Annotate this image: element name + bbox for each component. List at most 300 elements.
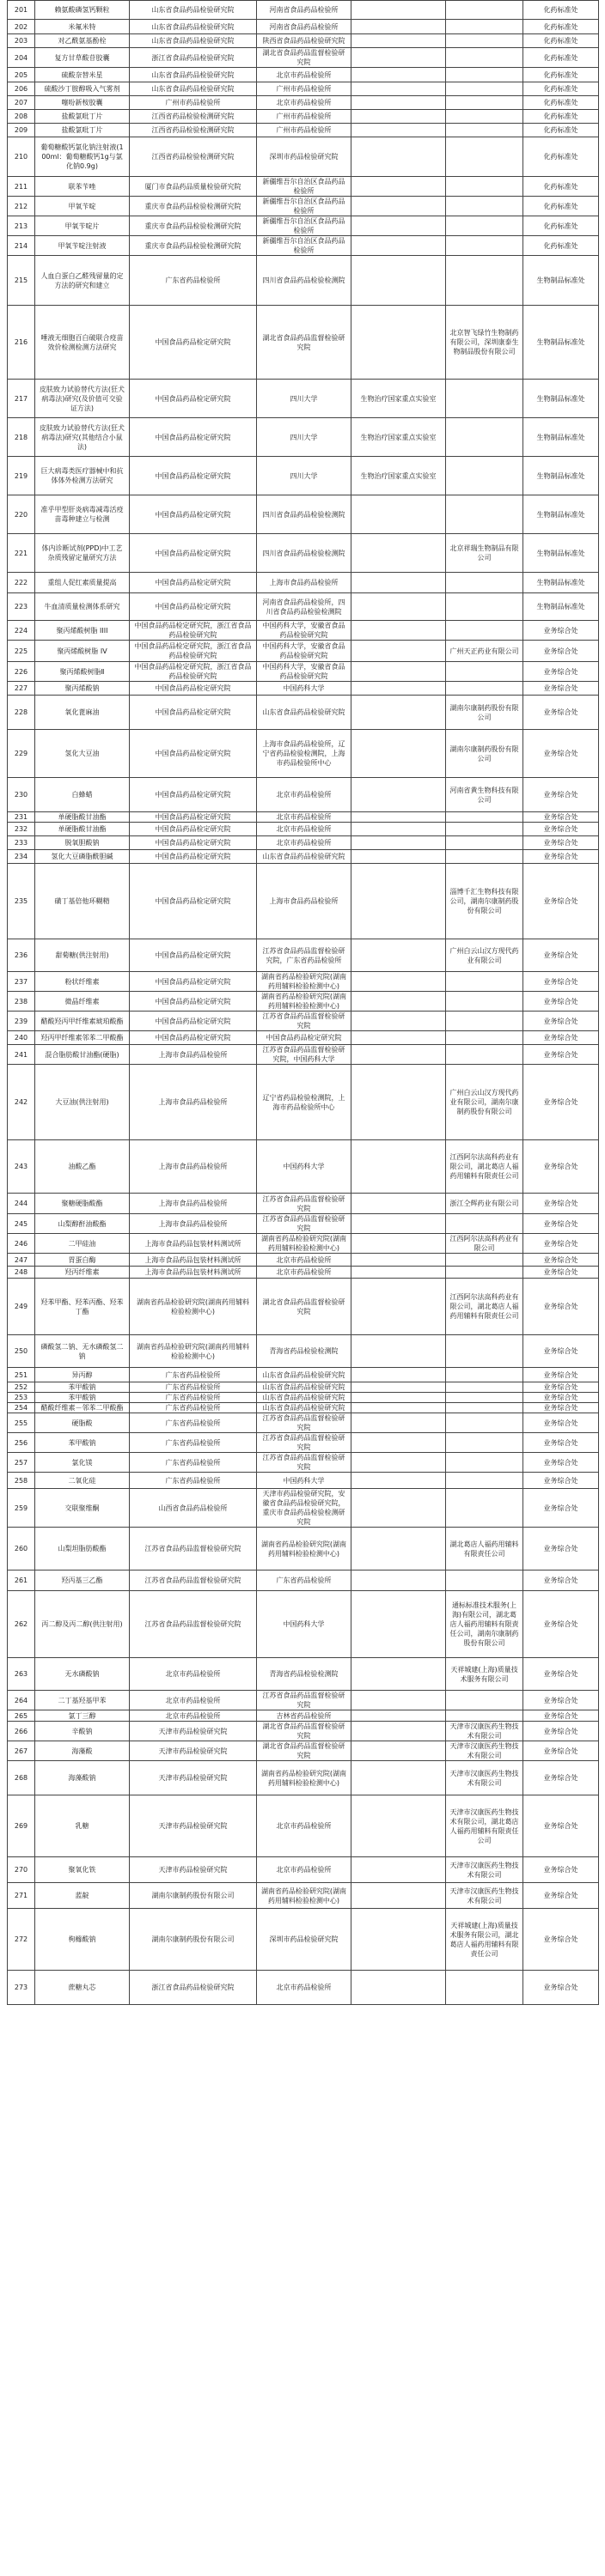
- partner-unit-2-cell: [351, 1065, 446, 1140]
- lead-unit-cell: 中国食品药品检定研究院: [130, 778, 257, 812]
- company-partner-cell: [446, 96, 523, 110]
- project-name-cell: 醋酸纤维素－邻苯二甲酸酯: [35, 1403, 130, 1413]
- company-partner-cell: [446, 256, 523, 306]
- project-name-cell: 单硬脂酸甘油酯: [35, 823, 130, 836]
- table-row: [8, 1722, 599, 1741]
- company-partner-cell: 淄博千汇生物科技有限公司，湖南尔康制药股份有限公司: [446, 864, 523, 939]
- table-row: [8, 236, 599, 256]
- project-name-cell: 盐酸氯吡丁片: [35, 124, 130, 137]
- partner-unit-1-cell: 北京市药品检验所: [257, 1267, 351, 1279]
- company-partner-cell: [446, 418, 523, 457]
- department-cell: 生物制品标准处: [523, 593, 599, 621]
- partner-unit-2-cell: [351, 68, 446, 82]
- department-cell: 业务综合处: [523, 662, 599, 682]
- department-cell: 化药标准处: [523, 68, 599, 82]
- company-partner-cell: [446, 380, 523, 418]
- table-row: [8, 939, 599, 972]
- table-row: [8, 1433, 599, 1453]
- department-cell: 业务综合处: [523, 1489, 599, 1528]
- lead-unit-cell: 湖南尔康制药股份有限公司: [130, 1883, 257, 1909]
- partner-unit-1-cell: 山东省食品药品检验研究院: [257, 1393, 351, 1403]
- partner-unit-2-cell: [351, 641, 446, 662]
- department-cell: 业务综合处: [523, 1368, 599, 1382]
- row-number-cell: 212: [8, 197, 35, 216]
- partner-unit-2-cell: [351, 1, 446, 20]
- partner-unit-2-cell: [351, 823, 446, 836]
- company-partner-cell: [446, 1403, 523, 1413]
- partner-unit-1-cell: 河南省食品药品检验所: [257, 1, 351, 20]
- row-number-cell: 202: [8, 20, 35, 34]
- partner-unit-1-cell: 湖南省药品检验研究院(湖南药用辅料检验检测中心): [257, 972, 351, 992]
- lead-unit-cell: 上海市食品药品检验所: [130, 1045, 257, 1065]
- project-name-cell: 人血白蛋白乙醛残留量的定方法的研究和建立: [35, 256, 130, 306]
- company-partner-cell: [446, 1335, 523, 1368]
- department-cell: 业务综合处: [523, 1140, 599, 1194]
- table-row: [8, 972, 599, 992]
- partner-unit-1-cell: 广州市药品检验所: [257, 82, 351, 96]
- lead-unit-cell: 中国食品药品检定研究院: [130, 696, 257, 730]
- company-partner-cell: [446, 1012, 523, 1031]
- table-row: [8, 1761, 599, 1795]
- company-partner-cell: [446, 1368, 523, 1382]
- table-row: [8, 573, 599, 593]
- partner-unit-1-cell: 江苏省食品药品监督检验研究院: [257, 1453, 351, 1473]
- company-partner-cell: [446, 1045, 523, 1065]
- row-number-cell: 215: [8, 256, 35, 306]
- company-partner-cell: 通标标准技术服务(上海)有限公司，湖北葛店人福药用辅料有限责任公司，湖南尔康制药股份有限公司: [446, 1591, 523, 1658]
- row-number-cell: 231: [8, 812, 35, 823]
- lead-unit-cell: 中国食品药品检定研究院: [130, 992, 257, 1012]
- table-row: [8, 1140, 599, 1194]
- project-name-cell: 二丁基羟基甲苯: [35, 1691, 130, 1710]
- partner-unit-2-cell: [351, 1031, 446, 1045]
- project-name-cell: 丙二醇及丙二醇(供注射用): [35, 1591, 130, 1658]
- lead-unit-cell: 上海市食品药品检验所: [130, 1140, 257, 1194]
- partner-unit-1-cell: 山东省食品药品检验研究院: [257, 1368, 351, 1382]
- lead-unit-cell: 江西省药品检验检测研究院: [130, 137, 257, 177]
- company-partner-cell: 北京祥瑞生物制品有限公司: [446, 534, 523, 573]
- row-number-cell: 263: [8, 1658, 35, 1691]
- project-name-cell: 白蜂蜡: [35, 778, 130, 812]
- company-partner-cell: [446, 1453, 523, 1473]
- partner-unit-2-cell: [351, 1140, 446, 1194]
- partner-unit-2-cell: [351, 1234, 446, 1254]
- row-number-cell: 247: [8, 1254, 35, 1267]
- company-partner-cell: [446, 1473, 523, 1489]
- department-cell: 化药标准处: [523, 82, 599, 96]
- partner-unit-2-cell: [351, 1795, 446, 1857]
- lead-unit-cell: 中国食品药品检定研究院: [130, 573, 257, 593]
- partner-unit-2-cell: [351, 662, 446, 682]
- department-cell: 业务综合处: [523, 992, 599, 1012]
- project-name-cell: 胃蛋白酶: [35, 1254, 130, 1267]
- table-row: [8, 177, 599, 197]
- project-name-cell: 聚丙烯酸树脂Ⅱ: [35, 662, 130, 682]
- table-row: [8, 1403, 599, 1413]
- project-name-cell: 二氧化硅: [35, 1473, 130, 1489]
- company-partner-cell: 湖南尔康制药股份有限公司: [446, 730, 523, 778]
- row-number-cell: 220: [8, 495, 35, 534]
- partner-unit-1-cell: 广州市药品检验所: [257, 110, 351, 124]
- partner-unit-1-cell: 北京市药品检验所: [257, 812, 351, 823]
- partner-unit-2-cell: 生物治疗国家重点实验室: [351, 457, 446, 495]
- company-partner-cell: 江西阿尔法高科药业有限公司，湖北葛店人福药用辅料有限责任公司: [446, 1279, 523, 1335]
- partner-unit-2-cell: [351, 1571, 446, 1591]
- lead-unit-cell: 天津市药品检验研究院: [130, 1741, 257, 1761]
- row-number-cell: 246: [8, 1234, 35, 1254]
- company-partner-cell: [446, 495, 523, 534]
- table-row: [8, 1710, 599, 1722]
- row-number-cell: 217: [8, 380, 35, 418]
- partner-unit-1-cell: 江苏省食品药品监督检验研究院: [257, 1214, 351, 1234]
- table-row: [8, 696, 599, 730]
- partner-unit-1-cell: 四川大学: [257, 380, 351, 418]
- project-name-cell: 辛酸钠: [35, 1722, 130, 1741]
- partner-unit-2-cell: [351, 812, 446, 823]
- partner-unit-2-cell: [351, 216, 446, 236]
- project-name-cell: 体内诊断试剂(PPD)中工艺杂质残留定量研究方法: [35, 534, 130, 573]
- project-name-cell: 醋酸羟丙甲纤维素琥珀酸酯: [35, 1012, 130, 1031]
- project-name-cell: 牛血清质量检测体系研究: [35, 593, 130, 621]
- lead-unit-cell: 中国食品药品检定研究院: [130, 534, 257, 573]
- partner-unit-1-cell: 中国药科大学，安徽省食品药品检验研究院: [257, 641, 351, 662]
- row-number-cell: 251: [8, 1368, 35, 1382]
- table-row: [8, 1031, 599, 1045]
- project-name-cell: 噻吩新桉胶囊: [35, 96, 130, 110]
- department-cell: 业务综合处: [523, 1214, 599, 1234]
- department-cell: 业务综合处: [523, 1528, 599, 1571]
- department-cell: 业务综合处: [523, 836, 599, 850]
- partner-unit-2-cell: [351, 1214, 446, 1234]
- partner-unit-2-cell: [351, 621, 446, 641]
- row-number-cell: 227: [8, 682, 35, 696]
- row-number-cell: 201: [8, 1, 35, 20]
- company-partner-cell: [446, 1, 523, 20]
- project-name-cell: 米氟米特: [35, 20, 130, 34]
- partner-unit-1-cell: 湖北省食品药品监督检验研究院: [257, 1741, 351, 1761]
- row-number-cell: 210: [8, 137, 35, 177]
- partner-unit-1-cell: 湖北省食品药品监督检验研究院: [257, 48, 351, 68]
- table-row: [8, 621, 599, 641]
- table-row: [8, 778, 599, 812]
- company-partner-cell: [446, 972, 523, 992]
- lead-unit-cell: 山东省食品药品检验研究院: [130, 20, 257, 34]
- lead-unit-cell: 江苏省食品药品监督检验研究院: [130, 1528, 257, 1571]
- department-cell: 业务综合处: [523, 1571, 599, 1591]
- partner-unit-1-cell: 江苏省食品药品监督检验研究院: [257, 1691, 351, 1710]
- row-number-cell: 218: [8, 418, 35, 457]
- department-cell: 生物制品标准处: [523, 495, 599, 534]
- lead-unit-cell: 江西省药品检验检测研究院: [130, 124, 257, 137]
- row-number-cell: 267: [8, 1741, 35, 1761]
- project-name-cell: 氢化大豆油: [35, 730, 130, 778]
- department-cell: 业务综合处: [523, 1012, 599, 1031]
- table-row: [8, 1857, 599, 1883]
- partner-unit-2-cell: [351, 1413, 446, 1433]
- department-cell: 业务综合处: [523, 1234, 599, 1254]
- row-number-cell: 273: [8, 1971, 35, 2005]
- table-row: [8, 812, 599, 823]
- row-number-cell: 253: [8, 1393, 35, 1403]
- partner-unit-1-cell: 中国药科大学: [257, 682, 351, 696]
- row-number-cell: 214: [8, 236, 35, 256]
- project-name-cell: 氧化蓖麻油: [35, 696, 130, 730]
- lead-unit-cell: 北京市药品检验所: [130, 1691, 257, 1710]
- row-number-cell: 242: [8, 1065, 35, 1140]
- department-cell: 生物制品标准处: [523, 573, 599, 593]
- company-partner-cell: 天祥城建(上海)质量技术服务有限公司: [446, 1658, 523, 1691]
- partner-unit-1-cell: 湖南省药品检验研究院(湖南药用辅料检验检测中心): [257, 1761, 351, 1795]
- company-partner-cell: 天津市汉康医药生物技术有限公司: [446, 1857, 523, 1883]
- lead-unit-cell: 上海市食品药品检验所: [130, 1214, 257, 1234]
- table-row: [8, 1571, 599, 1591]
- partner-unit-2-cell: [351, 1012, 446, 1031]
- row-number-cell: 208: [8, 110, 35, 124]
- row-number-cell: 225: [8, 641, 35, 662]
- department-cell: 化药标准处: [523, 34, 599, 48]
- table-row: [8, 992, 599, 1012]
- company-partner-cell: [446, 1254, 523, 1267]
- table-row: [8, 534, 599, 573]
- project-name-cell: 二甲硅油: [35, 1234, 130, 1254]
- row-number-cell: 236: [8, 939, 35, 972]
- lead-unit-cell: 中国食品药品检定研究院: [130, 495, 257, 534]
- lead-unit-cell: 中国食品药品检定研究院: [130, 730, 257, 778]
- company-partner-cell: [446, 137, 523, 177]
- project-name-cell: 巨大病毒类医疗器械中和抗体体外检测方法研究: [35, 457, 130, 495]
- row-number-cell: 226: [8, 662, 35, 682]
- partner-unit-1-cell: 湖南省药品检验研究院(湖南药用辅料检验检测中心): [257, 1528, 351, 1571]
- lead-unit-cell: 浙江省食品药品检验研究院: [130, 1971, 257, 2005]
- partner-unit-2-cell: [351, 1658, 446, 1691]
- row-number-cell: 230: [8, 778, 35, 812]
- project-name-cell: 硫酸奈替米星: [35, 68, 130, 82]
- project-name-cell: 对乙酰氨基酚栓: [35, 34, 130, 48]
- company-partner-cell: 天津市汉康医药生物技术有限公司: [446, 1761, 523, 1795]
- project-name-cell: 蓝靛: [35, 1883, 130, 1909]
- lead-unit-cell: 中国食品药品检定研究院: [130, 972, 257, 992]
- project-name-cell: 甲氧苄啶注射液: [35, 236, 130, 256]
- row-number-cell: 238: [8, 992, 35, 1012]
- partner-unit-1-cell: 青海省药品检验检测院: [257, 1658, 351, 1691]
- partner-unit-2-cell: [351, 495, 446, 534]
- table-row: [8, 1473, 599, 1489]
- table-row: [8, 1368, 599, 1382]
- lead-unit-cell: 山东省食品药品检验研究院: [130, 34, 257, 48]
- table-row: [8, 1741, 599, 1761]
- partner-unit-2-cell: [351, 1741, 446, 1761]
- department-cell: 业务综合处: [523, 1658, 599, 1691]
- row-number-cell: 244: [8, 1194, 35, 1214]
- project-name-cell: 聚丙烯酸树脂 IIII: [35, 621, 130, 641]
- table-row: [8, 1489, 599, 1528]
- partner-unit-2-cell: [351, 864, 446, 939]
- table-row: [8, 662, 599, 682]
- table-row: [8, 1658, 599, 1691]
- company-partner-cell: [446, 110, 523, 124]
- partner-unit-1-cell: 北京市药品检验所: [257, 836, 351, 850]
- company-partner-cell: [446, 20, 523, 34]
- department-cell: 生物制品标准处: [523, 256, 599, 306]
- row-number-cell: 206: [8, 82, 35, 96]
- lead-unit-cell: 广东省药品检验所: [130, 1433, 257, 1453]
- project-name-cell: 混合脂肪酸甘油酯(硬脂): [35, 1045, 130, 1065]
- lead-unit-cell: 上海市食品药品包装材料测试所: [130, 1267, 257, 1279]
- department-cell: 业务综合处: [523, 1761, 599, 1795]
- project-name-cell: 羟苯甲酯、羟苯丙酯、羟苯丁酯: [35, 1279, 130, 1335]
- partner-unit-1-cell: 四川省食品药品检验检测院: [257, 534, 351, 573]
- partner-unit-2-cell: [351, 573, 446, 593]
- company-partner-cell: [446, 812, 523, 823]
- row-number-cell: 228: [8, 696, 35, 730]
- project-name-cell: 聚丙烯酸树脂 IV: [35, 641, 130, 662]
- row-number-cell: 248: [8, 1267, 35, 1279]
- lead-unit-cell: 中国食品药品检定研究院: [130, 418, 257, 457]
- lead-unit-cell: 湖南省药品检验研究院(湖南药用辅料检验检测中心): [130, 1335, 257, 1368]
- partner-unit-1-cell: 吉林省药品检验所: [257, 1710, 351, 1722]
- lead-unit-cell: 中国食品药品检定研究院: [130, 593, 257, 621]
- department-cell: 业务综合处: [523, 1403, 599, 1413]
- department-cell: 业务综合处: [523, 1857, 599, 1883]
- row-number-cell: 269: [8, 1795, 35, 1857]
- department-cell: 化药标准处: [523, 137, 599, 177]
- table-row: [8, 864, 599, 939]
- project-name-cell: 枸橼酸钠: [35, 1909, 130, 1971]
- partner-unit-2-cell: [351, 696, 446, 730]
- row-number-cell: 221: [8, 534, 35, 573]
- table-row: [8, 20, 599, 34]
- partner-unit-1-cell: 湖南省药品检验研究院(湖南药用辅料检验检测中心): [257, 1883, 351, 1909]
- lead-unit-cell: 山东省食品药品检验研究院: [130, 82, 257, 96]
- lead-unit-cell: 广东省药品检验所: [130, 1368, 257, 1382]
- project-name-cell: 联苯苄唑: [35, 177, 130, 197]
- department-cell: 业务综合处: [523, 1473, 599, 1489]
- department-cell: 化药标准处: [523, 236, 599, 256]
- department-cell: 化药标准处: [523, 197, 599, 216]
- partner-unit-2-cell: [351, 1393, 446, 1403]
- department-cell: 化药标准处: [523, 110, 599, 124]
- company-partner-cell: [446, 1710, 523, 1722]
- project-name-cell: 硬脂酸: [35, 1413, 130, 1433]
- partner-unit-2-cell: [351, 1691, 446, 1710]
- partner-unit-1-cell: 新疆维吾尔自治区食品药品检验所: [257, 197, 351, 216]
- department-cell: 业务综合处: [523, 1413, 599, 1433]
- lead-unit-cell: 广东省药品检验所: [130, 256, 257, 306]
- partner-unit-2-cell: [351, 1433, 446, 1453]
- partner-unit-2-cell: [351, 137, 446, 177]
- partner-unit-1-cell: 四川大学: [257, 418, 351, 457]
- table-row: [8, 1528, 599, 1571]
- partner-unit-1-cell: 河南省食品药品检验所: [257, 20, 351, 34]
- department-cell: 业务综合处: [523, 823, 599, 836]
- row-number-cell: 260: [8, 1528, 35, 1571]
- department-cell: 生物制品标准处: [523, 418, 599, 457]
- partner-unit-2-cell: [351, 1335, 446, 1368]
- table-row: [8, 682, 599, 696]
- partner-unit-2-cell: [351, 82, 446, 96]
- partner-unit-2-cell: [351, 1971, 446, 2005]
- company-partner-cell: [446, 1691, 523, 1710]
- partner-unit-2-cell: [351, 1722, 446, 1741]
- table-row: [8, 1795, 599, 1857]
- table-row: [8, 1279, 599, 1335]
- partner-unit-2-cell: [351, 306, 446, 380]
- partner-unit-1-cell: 山东省食品药品检验研究院: [257, 850, 351, 864]
- project-name-cell: 蔗糖丸芯: [35, 1971, 130, 2005]
- row-number-cell: 235: [8, 864, 35, 939]
- company-partner-cell: 广州白云山汉方现代药业有限公司，湖南尔康制药股份有限公司: [446, 1065, 523, 1140]
- project-name-cell: 盐酸氯吡丁片: [35, 110, 130, 124]
- partner-unit-2-cell: [351, 1368, 446, 1382]
- row-number-cell: 232: [8, 823, 35, 836]
- row-number-cell: 213: [8, 216, 35, 236]
- table-row: [8, 380, 599, 418]
- row-number-cell: 272: [8, 1909, 35, 1971]
- partner-unit-1-cell: 江苏省食品药品监督检验研究院: [257, 1433, 351, 1453]
- company-partner-cell: 天津市汉康医药生物技术有限公司: [446, 1722, 523, 1741]
- row-number-cell: 254: [8, 1403, 35, 1413]
- department-cell: 业务综合处: [523, 1335, 599, 1368]
- lead-unit-cell: 上海市食品药品检验所: [130, 1194, 257, 1214]
- row-number-cell: 204: [8, 48, 35, 68]
- project-name-cell: 磷酸氢二钠、无水磷酸氢二钠: [35, 1335, 130, 1368]
- department-cell: 业务综合处: [523, 1795, 599, 1857]
- lead-unit-cell: 厦门市食品药品质量检验研究院: [130, 177, 257, 197]
- row-number-cell: 243: [8, 1140, 35, 1194]
- lead-unit-cell: 中国食品药品检定研究院，浙江省食品药品检验研究院: [130, 662, 257, 682]
- department-cell: 生物制品标准处: [523, 457, 599, 495]
- project-name-cell: 聚糖硬脂酸酯: [35, 1194, 130, 1214]
- department-cell: 化药标准处: [523, 177, 599, 197]
- lead-unit-cell: 天津市药品检验研究院: [130, 1761, 257, 1795]
- table-body: [8, 1, 599, 2005]
- table-row: [8, 1012, 599, 1031]
- table-row: [8, 495, 599, 534]
- partner-unit-2-cell: [351, 1857, 446, 1883]
- row-number-cell: 258: [8, 1473, 35, 1489]
- row-number-cell: 261: [8, 1571, 35, 1591]
- company-partner-cell: [446, 1433, 523, 1453]
- partner-unit-2-cell: [351, 1403, 446, 1413]
- department-cell: 业务综合处: [523, 1045, 599, 1065]
- department-cell: 业务综合处: [523, 1591, 599, 1658]
- lead-unit-cell: 广东省药品检验所: [130, 1473, 257, 1489]
- department-cell: 生物制品标准处: [523, 534, 599, 573]
- project-name-cell: 重组人促红素质量提高: [35, 573, 130, 593]
- company-partner-cell: [446, 1393, 523, 1403]
- partner-unit-1-cell: 中国药科大学，安徽省食品药品检验研究院: [257, 621, 351, 641]
- company-partner-cell: 江西阿尔法高科药业有限公司: [446, 1234, 523, 1254]
- partner-unit-2-cell: [351, 1382, 446, 1393]
- table-row: [8, 823, 599, 836]
- table-row: [8, 1971, 599, 2005]
- row-number-cell: 240: [8, 1031, 35, 1045]
- partner-unit-1-cell: 北京市药品检验所: [257, 1254, 351, 1267]
- lead-unit-cell: 重庆市食品药品检验检测研究院: [130, 197, 257, 216]
- partner-unit-2-cell: [351, 1710, 446, 1722]
- company-partner-cell: 浙江仝辉药业有限公司: [446, 1194, 523, 1214]
- lead-unit-cell: 广东省药品检验所: [130, 1453, 257, 1473]
- partner-unit-1-cell: 江苏省食品药品监督检验研究院: [257, 1012, 351, 1031]
- table-row: [8, 1267, 599, 1279]
- department-cell: 化药标准处: [523, 96, 599, 110]
- lead-unit-cell: 上海市食品药品检验所: [130, 1065, 257, 1140]
- partner-unit-2-cell: [351, 1194, 446, 1214]
- department-cell: 业务综合处: [523, 1194, 599, 1214]
- department-cell: 业务综合处: [523, 1393, 599, 1403]
- partner-unit-1-cell: 湖北省食品药品监督检验研究院: [257, 306, 351, 380]
- partner-unit-1-cell: 新疆维吾尔自治区食品药品检验所: [257, 236, 351, 256]
